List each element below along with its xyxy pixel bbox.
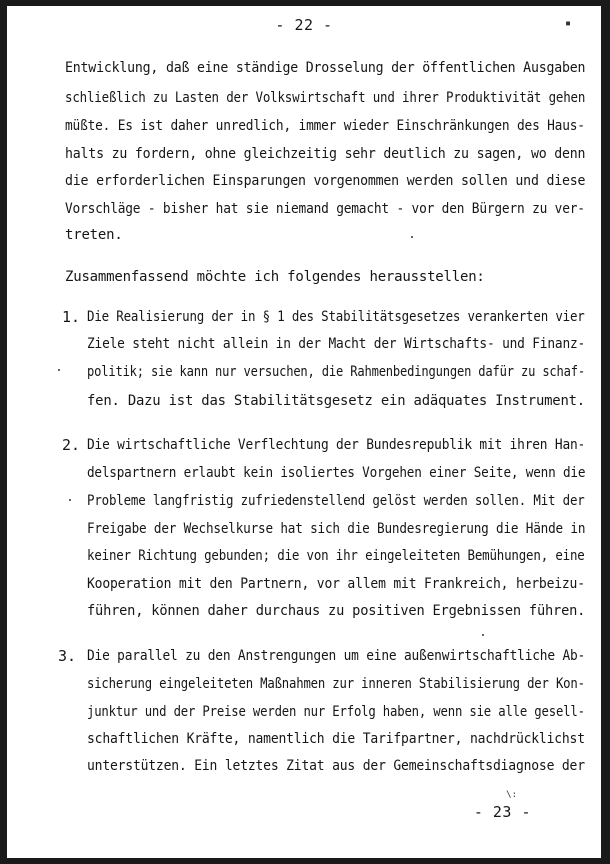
text-line: Kooperation mit den Partnern, vor allem mit Frankreich, herbeizu- bbox=[87, 576, 585, 592]
text-line: Entwicklung, daß eine ständige Drosselung der öffentlichen Ausgaben bbox=[65, 60, 586, 76]
summary-heading: Zusammenfassend möchte ich folgendes herausstellen: bbox=[65, 269, 485, 285]
text-line: delspartnern erlaubt kein isoliertes Vorgehen einer Seite, wenn die bbox=[87, 465, 586, 481]
list-number: 1. bbox=[62, 308, 81, 326]
text-line: führen, können daher durchaus zu positiven Ergebnissen führen. bbox=[87, 603, 586, 619]
text-line: Vorschläge - bisher hat sie niemand gemacht - vor den Bürgern zu ver- bbox=[65, 201, 585, 217]
document-page bbox=[7, 6, 601, 858]
text-line: Freigabe der Wechselkurse hat sich die Bundesregierung die Hände in bbox=[87, 521, 586, 537]
text-line: keiner Richtung gebunden; die von ihr eingeleiteten Bemühungen, eine bbox=[87, 548, 585, 564]
text-line: schließlich zu Lasten der Volkswirtschaft und ihrer Produktivität gehen bbox=[65, 90, 586, 106]
text-line: Die Realisierung der in § 1 des Stabilitätsgesetzes verankerten vier bbox=[87, 309, 585, 325]
text-line: unterstützen. Ein letztes Zitat aus der Gemeinschaftsdiagnose der bbox=[87, 758, 585, 774]
text-line: treten. bbox=[65, 227, 123, 243]
text-line: halts zu fordern, ohne gleichzeitig sehr deutlich zu sagen, wo denn bbox=[65, 146, 586, 162]
list-number: 3. bbox=[58, 647, 77, 665]
text-line: junktur und der Preise werden nur Erfolg haben, wenn sie alle gesell- bbox=[87, 704, 585, 720]
text-line: Ziele steht nicht allein in der Macht der Wirtschafts- und Finanz- bbox=[87, 336, 586, 352]
scan-speck bbox=[411, 236, 413, 238]
next-page-number: - 23 - bbox=[473, 803, 531, 821]
text-line: Die parallel zu den Anstrengungen um eine außenwirtschaftliche Ab- bbox=[87, 648, 586, 664]
page-number: - 22 - bbox=[275, 16, 333, 34]
text-line: Die wirtschaftliche Verflechtung der Bundesrepublik mit ihren Han- bbox=[87, 437, 586, 453]
scan-speck bbox=[58, 369, 60, 371]
list-number: 2. bbox=[62, 436, 81, 454]
scan-speck bbox=[69, 499, 71, 501]
text-line: sicherung eingeleiteten Maßnahmen zur inneren Stabilisierung der Kon- bbox=[87, 676, 585, 692]
text-line: politik; sie kann nur versuchen, die Rahmenbedingungen dafür zu schaf- bbox=[87, 364, 586, 380]
text-line: Probleme langfristig zufriedenstellend gelöst werden sollen. Mit der bbox=[87, 493, 585, 509]
scan-speck bbox=[482, 634, 484, 636]
corner-mark: ▪ bbox=[564, 18, 571, 29]
scan-mark: \: bbox=[506, 790, 517, 800]
text-line: schaftlichen Kräfte, namentlich die Tarifpartner, nachdrücklichst bbox=[87, 731, 585, 747]
text-line: fen. Dazu ist das Stabilitätsgesetz ein adäquates Instrument. bbox=[87, 393, 585, 409]
text-line: die erforderlichen Einsparungen vorgenommen werden sollen und diese bbox=[65, 173, 586, 189]
text-line: müßte. Es ist daher unredlich, immer wieder Einschränkungen des Haus- bbox=[65, 118, 585, 134]
